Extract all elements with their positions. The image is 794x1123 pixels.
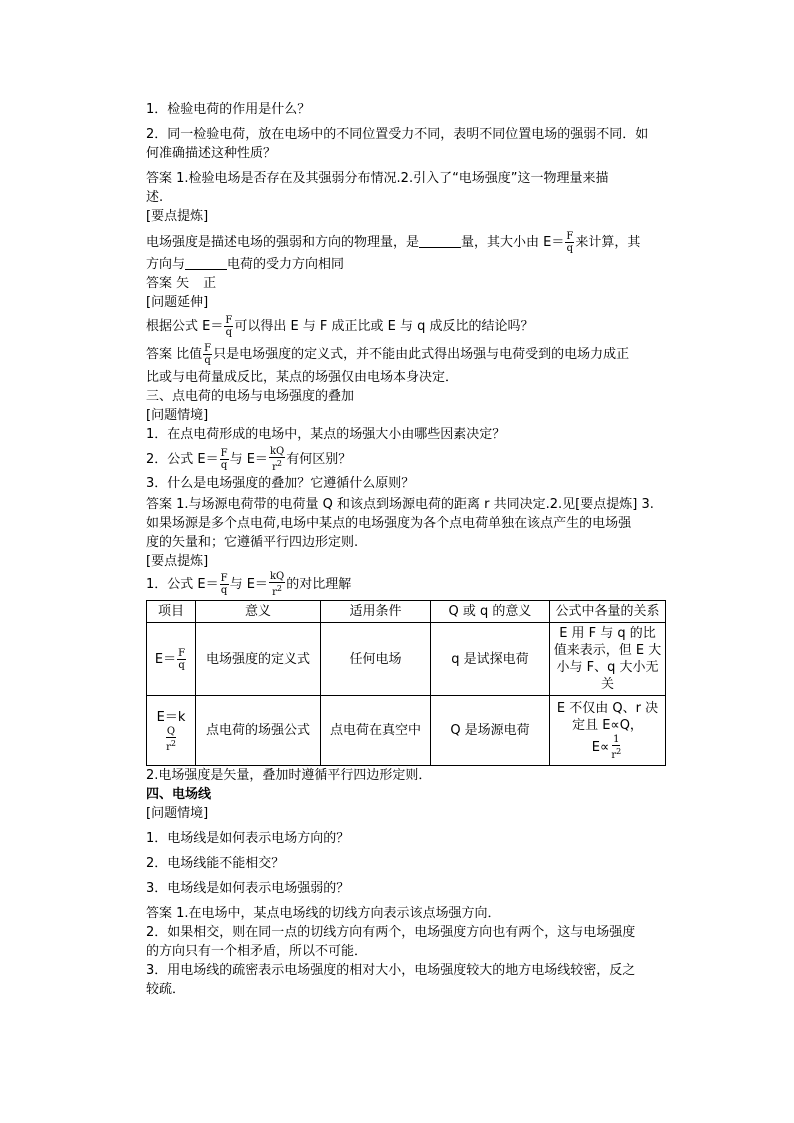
table-cell: 点电荷的场强公式 bbox=[196, 696, 321, 766]
fill-blank bbox=[185, 257, 227, 270]
question-2: 2．同一检验电荷，放在电场中的不同位置受力不同，表明不同位置电场的强弱不同．如 何准确描述这种性质？ bbox=[146, 127, 649, 161]
fraction-F-over-q: $\frac{F}{q}$ bbox=[566, 231, 574, 254]
table-cell: Q 是场源电荷 bbox=[431, 696, 550, 766]
extension-heading: [问题延伸] bbox=[146, 295, 209, 310]
point-2: 2.电场强度是矢量，叠加时遵循平行四边形定则． bbox=[146, 768, 432, 783]
fraction-F-over-q: $\frac{F}{q}$ bbox=[225, 315, 233, 338]
fraction-F-over-q: $\frac{F}{q}$ bbox=[204, 343, 212, 366]
table-header-row bbox=[147, 601, 666, 623]
header-cell: 意义 bbox=[196, 601, 321, 623]
key-point-paragraph: 电场强度是描述电场的强弱和方向的物理量，是 量，其大小由 E＝ $\frac{F}{q}$ 来计算，其 bbox=[146, 231, 641, 254]
question-3-2: 2．公式 E＝ $\frac{F}{q}$ 与 E＝ $\frac{kQ}{r^2}$ 有何区别？ bbox=[146, 446, 352, 473]
fraction-F-over-q: $\frac{F}{q}$ bbox=[220, 573, 228, 596]
comparison-table bbox=[146, 600, 666, 766]
fraction-kQ-over-r2: $\frac{kQ}{r^2}$ bbox=[269, 446, 285, 473]
table-row bbox=[147, 696, 666, 766]
key-points-heading-2: [要点提炼] bbox=[146, 554, 209, 569]
table-cell-item: E＝ $\frac{F}{q}$ bbox=[147, 623, 196, 696]
key-point-paragraph-2: 方向与 电荷的受力方向相同 bbox=[146, 257, 345, 272]
table-cell: E 用 F 与 q 的比值来表示，但 E 大小与 F、q 大小无关 bbox=[550, 623, 666, 696]
answer-3: 答案 比值 $\frac{F}{q}$ 只是电场强度的定义式，并不能由此式得出场强与电荷受到的电场力成正 bbox=[146, 343, 630, 366]
table-cell: E 不仅由 Q、r 决定且 E∝Q， E∝ $\frac{1}{r^2}$ bbox=[550, 696, 666, 766]
question-4-2: 2．电场线能不能相交？ bbox=[146, 856, 285, 871]
table-cell-item: E＝k $\frac{Q}{r^2}$ bbox=[147, 696, 196, 766]
answer-4: 答案 1.与场源电荷带的电荷量 Q 和该点到场源电荷的距离 r 共同决定.2.见[要点提炼] 3. 如果场源是多个点电荷,电场中某点的电场强度为各个点电荷单独在该点产生的电场强 度的矢量和；它遵循平行四边形定则. bbox=[146, 497, 654, 550]
table-cell: q 是试探电荷 bbox=[431, 623, 550, 696]
situation-heading: [问题情境] bbox=[146, 408, 209, 423]
question-4-1: 1．电场线是如何表示电场方向的？ bbox=[146, 831, 350, 846]
situation-heading-2: [问题情境] bbox=[146, 806, 209, 821]
table-row bbox=[147, 623, 666, 696]
answer-3-continued: 比或与电荷量成反比，某点的场强仅由电场本身决定． bbox=[146, 370, 459, 385]
fraction-1-over-r2: $\frac{1}{r^2}$ bbox=[611, 734, 622, 761]
fraction-kQ-over-r2: $\frac{kQ}{r^2}$ bbox=[269, 571, 285, 598]
question-1: 1．检验电荷的作用是什么？ bbox=[146, 102, 311, 117]
answer-2: 答案 矢 正 bbox=[146, 276, 217, 291]
header-cell: 项目 bbox=[147, 601, 196, 623]
extension-question: 根据公式 E＝ $\frac{F}{q}$ 可以得出 E 与 F 成正比或 E 与 q 成反比的结论吗？ bbox=[146, 315, 534, 338]
section-3-title: 三、点电荷的电场与电场强度的叠加 bbox=[146, 389, 355, 404]
header-cell: Q 或 q 的意义 bbox=[431, 601, 550, 623]
table-cell: 电场强度的定义式 bbox=[196, 623, 321, 696]
section-4-title: 四、电场线 bbox=[146, 787, 212, 802]
table-cell: 任何电场 bbox=[321, 623, 431, 696]
key-points-heading: [要点提炼] bbox=[146, 209, 209, 224]
fraction-F-over-q: $\frac{F}{q}$ bbox=[220, 448, 228, 471]
document-page bbox=[146, 100, 666, 999]
table-cell: 点电荷在真空中 bbox=[321, 696, 431, 766]
fraction-Q-over-r2: $\frac{Q}{r^2}$ bbox=[166, 725, 176, 753]
answer-5: 答案 1.在电场中，某点电场线的切线方向表示该点场强方向． 2．如果相交，则在同一点的切线方向有两个，电场强度方向也有两个，这与电场强度 的方向只有一个相矛盾，所以不可能． 3．用电场线的疏密表示电场强度的相对大小，电场强度较大的地方电场线较密，反之 较疏． bbox=[146, 906, 636, 997]
question-3-1: 1．在点电荷形成的电场中，某点的场强大小由哪些因素决定？ bbox=[146, 427, 506, 442]
comparison-title: 1．公式 E＝ $\frac{F}{q}$ 与 E＝ $\frac{kQ}{r^2}$ 的对比理解 bbox=[146, 571, 352, 598]
fraction-F-over-q: $\frac{F}{q}$ bbox=[178, 647, 186, 671]
header-cell: 公式中各量的关系 bbox=[550, 601, 666, 623]
header-cell: 适用条件 bbox=[321, 601, 431, 623]
question-3-3: 3．什么是电场强度的叠加？它遵循什么原则？ bbox=[146, 476, 415, 491]
answer-1: 答案 1.检验电场是否存在及其强弱分布情况.2.引入了“电场强度”这一物理量来描 述. bbox=[146, 171, 609, 205]
fill-blank bbox=[419, 235, 461, 248]
question-4-3: 3．电场线是如何表示电场强弱的？ bbox=[146, 881, 350, 896]
